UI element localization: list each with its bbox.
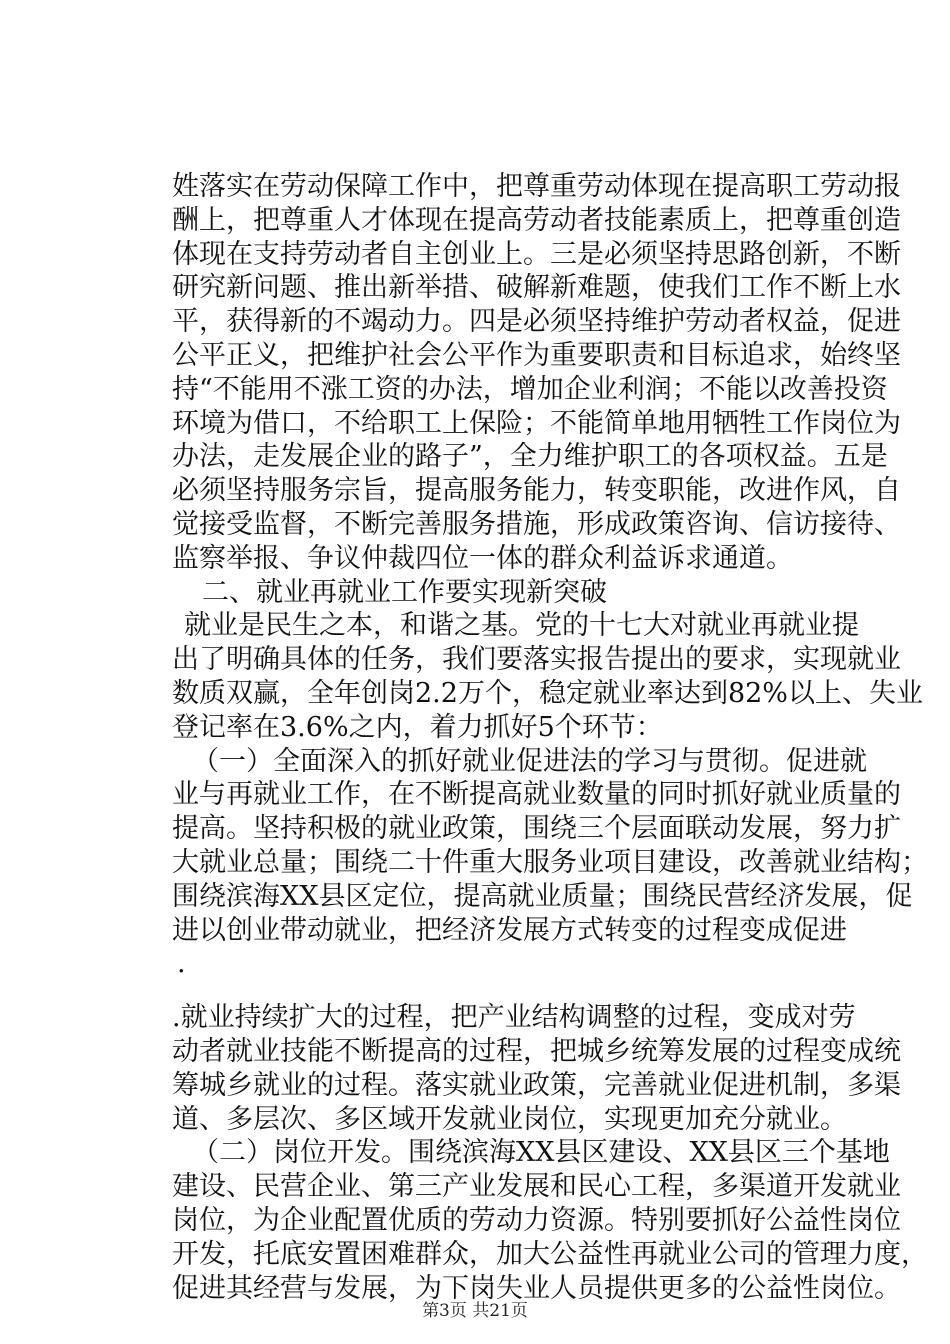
text-line: 体现在支持劳动者自主创业上。三是必须坚持思路创新，不断: [172, 238, 901, 270]
text-line: 必须坚持服务宗旨，提高服务能力，转变职能，改进作风，自: [172, 475, 901, 507]
spacer: [172, 981, 842, 1001]
page-footer: 第3页 共21页: [422, 1301, 528, 1321]
text-line: （一）全面深入的抓好就业促进法的学习与贯彻。促进就: [192, 745, 867, 777]
page-break-dot: .: [177, 948, 186, 980]
text-line: 岗位，为企业配置优质的劳动力资源。特别要抓好公益性岗位: [172, 1204, 901, 1236]
text-line: 大就业总量；围绕二十件重大服务业项目建设，改善就业结构；: [172, 846, 928, 878]
text-line: 道、多层次、多区域开发就业岗位，实现更加充分就业。: [172, 1103, 847, 1135]
text-line: 登记率在3.6%之内，着力抓好5个环节：: [172, 711, 663, 743]
text-line: 觉接受监督，不断完善服务措施，形成政策咨询、信访接待、: [172, 508, 901, 540]
text-line: 提高。坚持积极的就业政策，围绕三个层面联动发展，努力扩: [172, 813, 901, 845]
text-line: 平，获得新的不竭动力。四是必须坚持维护劳动者权益，促进: [172, 306, 901, 338]
text-line: 姓落实在劳动保障工作中，把尊重劳动体现在提高职工劳动报: [172, 171, 901, 202]
text-line: 促进其经营与发展，为下岗失业人员提供更多的公益性岗位。: [172, 1272, 901, 1304]
text-line: 出了明确具体的任务，我们要落实报告提出的要求，实现就业: [172, 644, 901, 676]
text-line: 监察举报、争议仲裁四位一体的群众利益诉求通道。: [172, 542, 793, 574]
text-line: 开发，托底安置困难群众，加大公益性再就业公司的管理力度，: [172, 1238, 928, 1270]
text-line: 就业是民生之本，和谐之基。党的十七大对就业再就业提: [184, 610, 859, 642]
text-line: 数质双赢，全年创岗2.2万个，稳定就业率达到82%以上、失业: [172, 677, 923, 709]
text-line: （二）岗位开发。围绕滨海XX县区建设、XX县区三个基地: [192, 1137, 890, 1169]
text-line: 持“不能用不涨工资的办法，增加企业利润；不能以改善投资: [172, 373, 888, 405]
document-body: [172, 170, 928, 1305]
text-line: .就业持续扩大的过程，把产业结构调整的过程，变成对劳: [172, 1002, 856, 1034]
text-line: 酬上，把尊重人才体现在提高劳动者技能素质上，把尊重创造: [172, 204, 901, 236]
text-line: 业与再就业工作，在不断提高就业数量的同时抓好就业质量的: [172, 779, 901, 811]
text-line: 围绕滨海XX县区定位，提高就业质量；围绕民营经济发展，促: [172, 880, 913, 912]
text-line: 筹城乡就业的过程。落实就业政策，完善就业促进机制，多渠: [172, 1069, 901, 1101]
text-line: 动者就业技能不断提高的过程，把城乡统筹发展的过程变成统: [172, 1035, 901, 1067]
text-line: 建设、民营企业、第三产业发展和民心工程，多渠道开发就业: [172, 1171, 901, 1203]
text-line: 进以创业带动就业，把经济发展方式转变的过程变成促进: [172, 914, 847, 946]
text-line: 研究新问题、推出新举措、破解新难题，使我们工作不断上水: [172, 272, 901, 304]
section-heading: 二、就业再就业工作要实现新突破: [202, 576, 607, 608]
text-line: 环境为借口，不给职工上保险；不能简单地用牺牲工作岗位为: [172, 407, 901, 439]
text-line: 公平正义，把维护社会公平作为重要职责和目标追求，始终坚: [172, 339, 901, 371]
text-line: 办法，走发展企业的路子”，全力维护职工的各项权益。五是: [172, 441, 888, 473]
